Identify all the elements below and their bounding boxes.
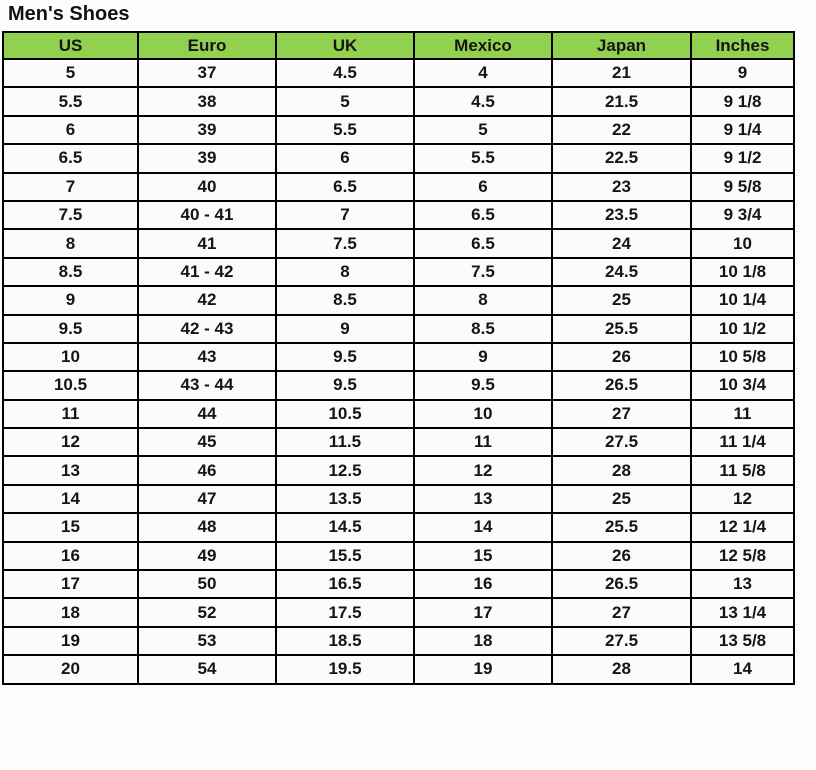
table-cell: 11 5/8 [691, 456, 794, 484]
table-row [3, 485, 794, 513]
table-cell: 9.5 [3, 315, 138, 343]
column-header-japan: Japan [552, 32, 691, 59]
table-cell: 24 [552, 229, 691, 257]
shoe-size-conversion-table [2, 31, 795, 685]
table-cell: 24.5 [552, 258, 691, 286]
table-cell: 9 1/4 [691, 116, 794, 144]
table-cell: 9.5 [276, 343, 414, 371]
table-cell: 41 - 42 [138, 258, 276, 286]
table-cell: 39 [138, 144, 276, 172]
table-cell: 27.5 [552, 428, 691, 456]
table-cell: 44 [138, 400, 276, 428]
table-cell: 28 [552, 456, 691, 484]
table-row [3, 428, 794, 456]
table-cell: 18 [414, 627, 552, 655]
table-cell: 9.5 [414, 371, 552, 399]
column-header-euro: Euro [138, 32, 276, 59]
table-cell: 11 1/4 [691, 428, 794, 456]
table-cell: 17 [414, 598, 552, 626]
table-cell: 19 [3, 627, 138, 655]
table-cell: 14 [691, 655, 794, 683]
table-cell: 39 [138, 116, 276, 144]
table-cell: 6.5 [276, 173, 414, 201]
table-cell: 15 [3, 513, 138, 541]
table-cell: 9 [3, 286, 138, 314]
table-cell: 10 1/2 [691, 315, 794, 343]
table-cell: 52 [138, 598, 276, 626]
table-cell: 54 [138, 655, 276, 683]
table-cell: 12 [414, 456, 552, 484]
table-cell: 9 1/2 [691, 144, 794, 172]
table-cell: 18.5 [276, 627, 414, 655]
table-cell: 5 [276, 87, 414, 115]
table-cell: 5.5 [414, 144, 552, 172]
table-cell: 6.5 [414, 229, 552, 257]
table-cell: 5 [414, 116, 552, 144]
table-cell: 12.5 [276, 456, 414, 484]
table-cell: 19 [414, 655, 552, 683]
table-cell: 9 [276, 315, 414, 343]
table-cell: 22 [552, 116, 691, 144]
table-cell: 11.5 [276, 428, 414, 456]
table-row [3, 144, 794, 172]
table-cell: 45 [138, 428, 276, 456]
table-cell: 18 [3, 598, 138, 626]
table-cell: 13 1/4 [691, 598, 794, 626]
table-cell: 10.5 [276, 400, 414, 428]
table-cell: 42 - 43 [138, 315, 276, 343]
table-cell: 49 [138, 542, 276, 570]
table-cell: 38 [138, 87, 276, 115]
table-cell: 9 [691, 59, 794, 87]
table-cell: 17.5 [276, 598, 414, 626]
table-cell: 12 5/8 [691, 542, 794, 570]
header-row [3, 32, 794, 59]
table-cell: 26 [552, 542, 691, 570]
table-cell: 6.5 [414, 201, 552, 229]
table-row [3, 315, 794, 343]
table-cell: 13 [414, 485, 552, 513]
table-cell: 7 [276, 201, 414, 229]
table-row [3, 655, 794, 683]
table-cell: 43 [138, 343, 276, 371]
table-cell: 16.5 [276, 570, 414, 598]
table-cell: 26 [552, 343, 691, 371]
table-cell: 10 1/8 [691, 258, 794, 286]
table-cell: 11 [691, 400, 794, 428]
table-row [3, 87, 794, 115]
table-cell: 8.5 [414, 315, 552, 343]
table-cell: 19.5 [276, 655, 414, 683]
table-cell: 8 [414, 286, 552, 314]
table-cell: 10 3/4 [691, 371, 794, 399]
table-cell: 8.5 [3, 258, 138, 286]
table-row [3, 59, 794, 87]
table-cell: 15.5 [276, 542, 414, 570]
table-cell: 5.5 [276, 116, 414, 144]
table-cell: 16 [3, 542, 138, 570]
table-row [3, 570, 794, 598]
table-row [3, 513, 794, 541]
table-cell: 9 5/8 [691, 173, 794, 201]
page-title: Men's Shoes [8, 3, 130, 25]
table-cell: 50 [138, 570, 276, 598]
table-cell: 26.5 [552, 570, 691, 598]
table-header [3, 32, 794, 59]
table-cell: 27.5 [552, 627, 691, 655]
table-cell: 6.5 [3, 144, 138, 172]
table-cell: 27 [552, 598, 691, 626]
table-cell: 8.5 [276, 286, 414, 314]
table-cell: 26.5 [552, 371, 691, 399]
table-cell: 6 [3, 116, 138, 144]
table-cell: 53 [138, 627, 276, 655]
table-cell: 9 [414, 343, 552, 371]
table-cell: 42 [138, 286, 276, 314]
table-cell: 7.5 [3, 201, 138, 229]
table-cell: 15 [414, 542, 552, 570]
table-cell: 13 [3, 456, 138, 484]
table-cell: 6 [414, 173, 552, 201]
table-row [3, 116, 794, 144]
table-cell: 13 5/8 [691, 627, 794, 655]
column-header-us: US [3, 32, 138, 59]
table-cell: 9 1/8 [691, 87, 794, 115]
table-cell: 23 [552, 173, 691, 201]
table-cell: 46 [138, 456, 276, 484]
table-cell: 21 [552, 59, 691, 87]
table-cell: 16 [414, 570, 552, 598]
table-row [3, 173, 794, 201]
table-cell: 12 [691, 485, 794, 513]
table-row [3, 286, 794, 314]
table-row [3, 258, 794, 286]
table-cell: 11 [3, 400, 138, 428]
table-cell: 12 [3, 428, 138, 456]
table-row [3, 598, 794, 626]
table-row [3, 201, 794, 229]
table-cell: 4.5 [276, 59, 414, 87]
table-body [3, 59, 794, 684]
table-cell: 7.5 [276, 229, 414, 257]
table-cell: 28 [552, 655, 691, 683]
table-cell: 10 [414, 400, 552, 428]
table-cell: 5.5 [3, 87, 138, 115]
column-header-mexico: Mexico [414, 32, 552, 59]
table-cell: 13 [691, 570, 794, 598]
table-cell: 10.5 [3, 371, 138, 399]
table-cell: 11 [414, 428, 552, 456]
table-cell: 9.5 [276, 371, 414, 399]
column-header-uk: UK [276, 32, 414, 59]
table-cell: 40 - 41 [138, 201, 276, 229]
table-cell: 4 [414, 59, 552, 87]
table-row [3, 343, 794, 371]
table-cell: 25.5 [552, 513, 691, 541]
table-row [3, 371, 794, 399]
table-cell: 25.5 [552, 315, 691, 343]
table-cell: 7 [3, 173, 138, 201]
table-cell: 20 [3, 655, 138, 683]
table-cell: 14 [414, 513, 552, 541]
table-cell: 10 5/8 [691, 343, 794, 371]
table-cell: 9 3/4 [691, 201, 794, 229]
table-cell: 8 [3, 229, 138, 257]
table-cell: 40 [138, 173, 276, 201]
table-cell: 10 [3, 343, 138, 371]
table-cell: 21.5 [552, 87, 691, 115]
table-cell: 10 1/4 [691, 286, 794, 314]
table-cell: 14.5 [276, 513, 414, 541]
table-cell: 41 [138, 229, 276, 257]
table-cell: 6 [276, 144, 414, 172]
table-cell: 37 [138, 59, 276, 87]
table-row [3, 627, 794, 655]
table-row [3, 229, 794, 257]
table-row [3, 400, 794, 428]
table-cell: 8 [276, 258, 414, 286]
table-cell: 14 [3, 485, 138, 513]
table-cell: 4.5 [414, 87, 552, 115]
table-cell: 22.5 [552, 144, 691, 172]
table-cell: 10 [691, 229, 794, 257]
table-cell: 17 [3, 570, 138, 598]
table-cell: 25 [552, 485, 691, 513]
table-cell: 47 [138, 485, 276, 513]
table-cell: 13.5 [276, 485, 414, 513]
table-cell: 7.5 [414, 258, 552, 286]
table-cell: 48 [138, 513, 276, 541]
table-row [3, 542, 794, 570]
column-header-inches: Inches [691, 32, 794, 59]
table-cell: 25 [552, 286, 691, 314]
table-cell: 12 1/4 [691, 513, 794, 541]
table-cell: 43 - 44 [138, 371, 276, 399]
table-cell: 23.5 [552, 201, 691, 229]
table-cell: 27 [552, 400, 691, 428]
table-cell: 5 [3, 59, 138, 87]
table-row [3, 456, 794, 484]
